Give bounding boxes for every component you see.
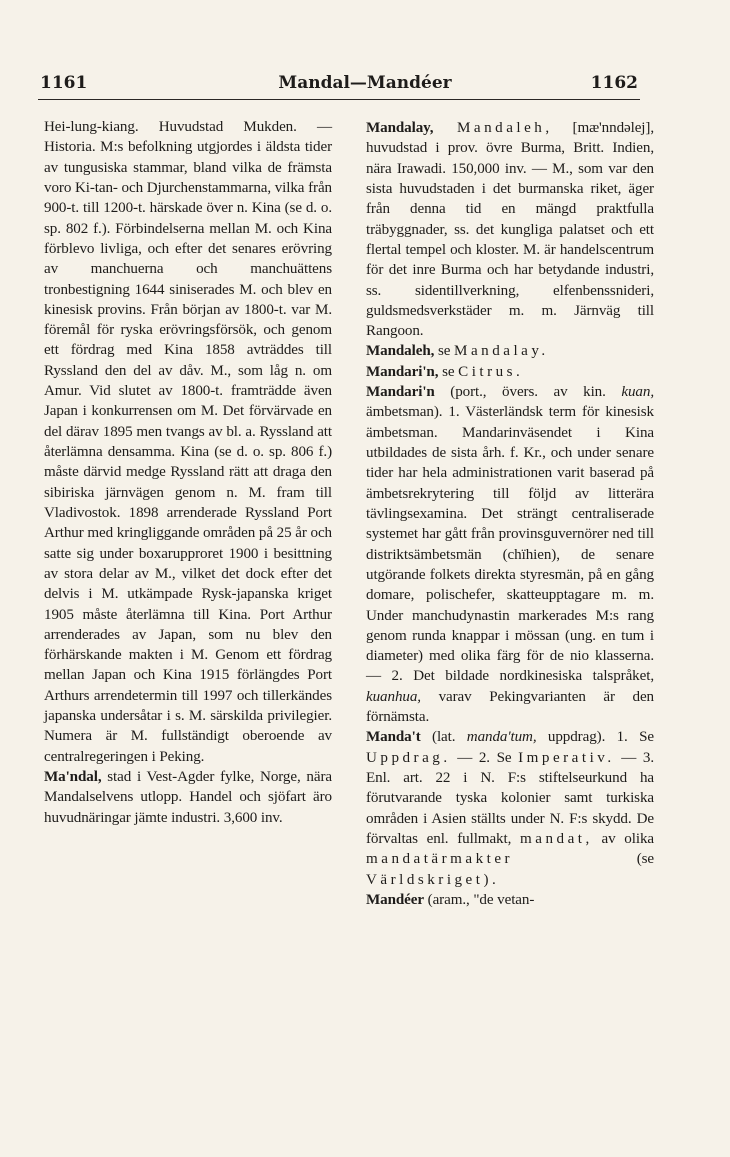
mandarin2-kuan: kuan, xyxy=(621,384,654,401)
page-number-left: 1161 xyxy=(40,73,88,93)
mandat-text-c: — 2. Se xyxy=(450,749,519,766)
headword-mandaleh: Mandaleh, xyxy=(366,343,435,360)
mandarin2-text-b: ämbetsman). 1. Västerländsk term för kinesisk ämbetsman. Mandarinväsendet i Kina utbildades de sista årh. f. Kr., och under senare tider har hela administrationen varit baserad på ämbetsrekrytering till följd av litterära tävlingsexamina. Det strängt centraliserade systemet har gått från provinsguvernörer ned till distriktsämbetsmän (chïhien), de senare utgörande folkets direkta styresmän, på en gång domare, polischefer, skatteupptagare m. m. Under manchudynastin markerades M:s rang genom runda knappar i mössan (ung. en tum i diameter) med olika färg för de nio klasserna. — 2. Det bildade nordkinesiska talspråket, xyxy=(366,404,654,685)
mandalay-text: , [mæ'nndəlej], huvudstad i prov. övre Burma, Britt. Indien, nära Irawadi. 150,000 inv. — M., som var den sista huvudstaden i det burmanska riket, äger från denna tid en mängd praktfulla träbyggnader, ss. det kungliga palatset och ett flertal tempel och kloster. M. är handelscentrum för det inre Burma och har betydande industri, ss. sidentillverkning, elfenbenssnideri, guldsmedsverkstäder m. m. Järnväg till Rangoon. xyxy=(366,120,654,340)
headword-mandal: Ma'ndal, xyxy=(44,769,102,785)
header-rule xyxy=(38,99,640,100)
mandaleh-see: se xyxy=(434,343,455,360)
mandat-text-d: — 3. Enl. art. 22 i N. F:s stiftelseurkund ha förutvarande tyska kolonier samt turkiska områden i Asien ställts under N. F:s skydd. De förvaltas enl. fullmakt, xyxy=(366,749,654,847)
mandarin2-text-c: varav Pekingvarianten är den förnämsta. xyxy=(366,688,654,726)
mandat-text-b: uppdrag). 1. Se xyxy=(536,729,654,746)
page-number-right: 1162 xyxy=(590,73,638,93)
mandat-ref-imperativ: Imperativ. xyxy=(518,749,615,766)
left-column xyxy=(44,117,332,828)
headword-mandeer: Mandéer xyxy=(366,891,424,908)
mandarin1-see: se xyxy=(438,363,459,380)
mandarin2-kuanhua: kuanhua, xyxy=(366,688,421,705)
headword-mandarin-2: Mandari'n xyxy=(366,384,435,401)
entry-mandalay xyxy=(366,118,654,341)
mandat-ref-uppdrag: Uppdrag. xyxy=(366,749,451,766)
mandat-text-a: (lat. xyxy=(420,729,467,746)
entry-mandaleh xyxy=(366,341,654,361)
mandat-text-e: av olika xyxy=(592,830,654,847)
mandat-text-f: (se xyxy=(513,851,654,868)
right-column xyxy=(366,118,654,910)
entry-mandarin-official xyxy=(366,382,654,727)
mandeer-text: (aram., "de vetan- xyxy=(423,891,535,908)
headword-mandarin-1: Mandari'n, xyxy=(366,363,439,380)
entry-mandarin-citrus xyxy=(366,362,654,382)
mandat-ref-mandat: mandat, xyxy=(520,830,593,847)
entry-mandal xyxy=(44,767,332,828)
manchuriet-continuation: Hei-lung-kiang. Huvudstad Mukden. — Historia. M:s befolkning utgjordes i äldsta tider av tungusiska stammar, bland vilka de främsta voro Ki-tan- och Djurchenstammarna, vilka från 900-t. till 1200-t. härskade över n. Kina (se d. o. sp. 802 f.). Förbindelserna mellan M. och Kina förblevo livliga, och efter det senares erövring av manchuerna och manchuättens tronbestigning 1644 siniserades M. och blev en kinesisk provins. Från början av 1800-t. var M. föremål för ryska erövringsförsök, och genom ett fördrag med Kina 1858 avträddes till Ryssland den del av dåv. M., som låg n. om Amur. Vid slutet av 1800-t. framträdde även Japan i konkurrensen om M. Det förvärvade en del därav 1895 men tvangs av bl. a. Ryssland att återlämna densamma. Kina (se d. o. sp. 806 f.) måste därvid medge Ryssland rätt att draga den sibiriska järnvägen genom n. M. fram till Vladivostok. 1898 arrenderade Ryssland Port Arthur med kringliggande områden på 25 år och satte sig under boxarupproret 1900 i besittning av stora delar av M., vilket det dock efter det delvis i M. utkämpade Rysk-japanska kriget 1905 måste återlämna till Kina. Port Arthur arrenderades av Japan, som nu blev den förhärskande makten i M. Genom ett fördrag mellan Japan och Kina 1915 förlängdes Port Arthurs arrendetermin till 1997 och tillerkändes japanska undersåtar i s. M. särskilda privilegier. Numera är M. fullständigt oberoende av centralregeringen i Peking. xyxy=(44,119,332,765)
mandal-text: stad i Vest-Agder fylke, Norge, nära Mandalselvens utlopp. Handel och sjöfart äro huvudnäringar jämte industri. 3,600 inv. xyxy=(44,769,332,826)
entry-mandat xyxy=(366,727,654,890)
mandarin2-text-a: (port., övers. av kin. xyxy=(434,384,622,401)
mandaleh-reference: Mandalay. xyxy=(454,343,549,360)
entry-mandeer xyxy=(366,890,654,910)
mandarin1-reference: Citrus. xyxy=(458,363,524,380)
mandat-latin: manda'tum, xyxy=(466,729,537,746)
headword-mandalay: Mandalay, xyxy=(366,120,434,136)
headword-mandat: Manda't xyxy=(366,729,421,746)
running-header-title: Mandal—Mandéer xyxy=(278,73,452,93)
mandat-ref-mandatarmakter: mandatärmakter xyxy=(366,851,514,868)
mandat-ref-varldskriget: Världskriget). xyxy=(366,871,500,888)
mandalay-variant: Mandaleh xyxy=(456,120,546,136)
